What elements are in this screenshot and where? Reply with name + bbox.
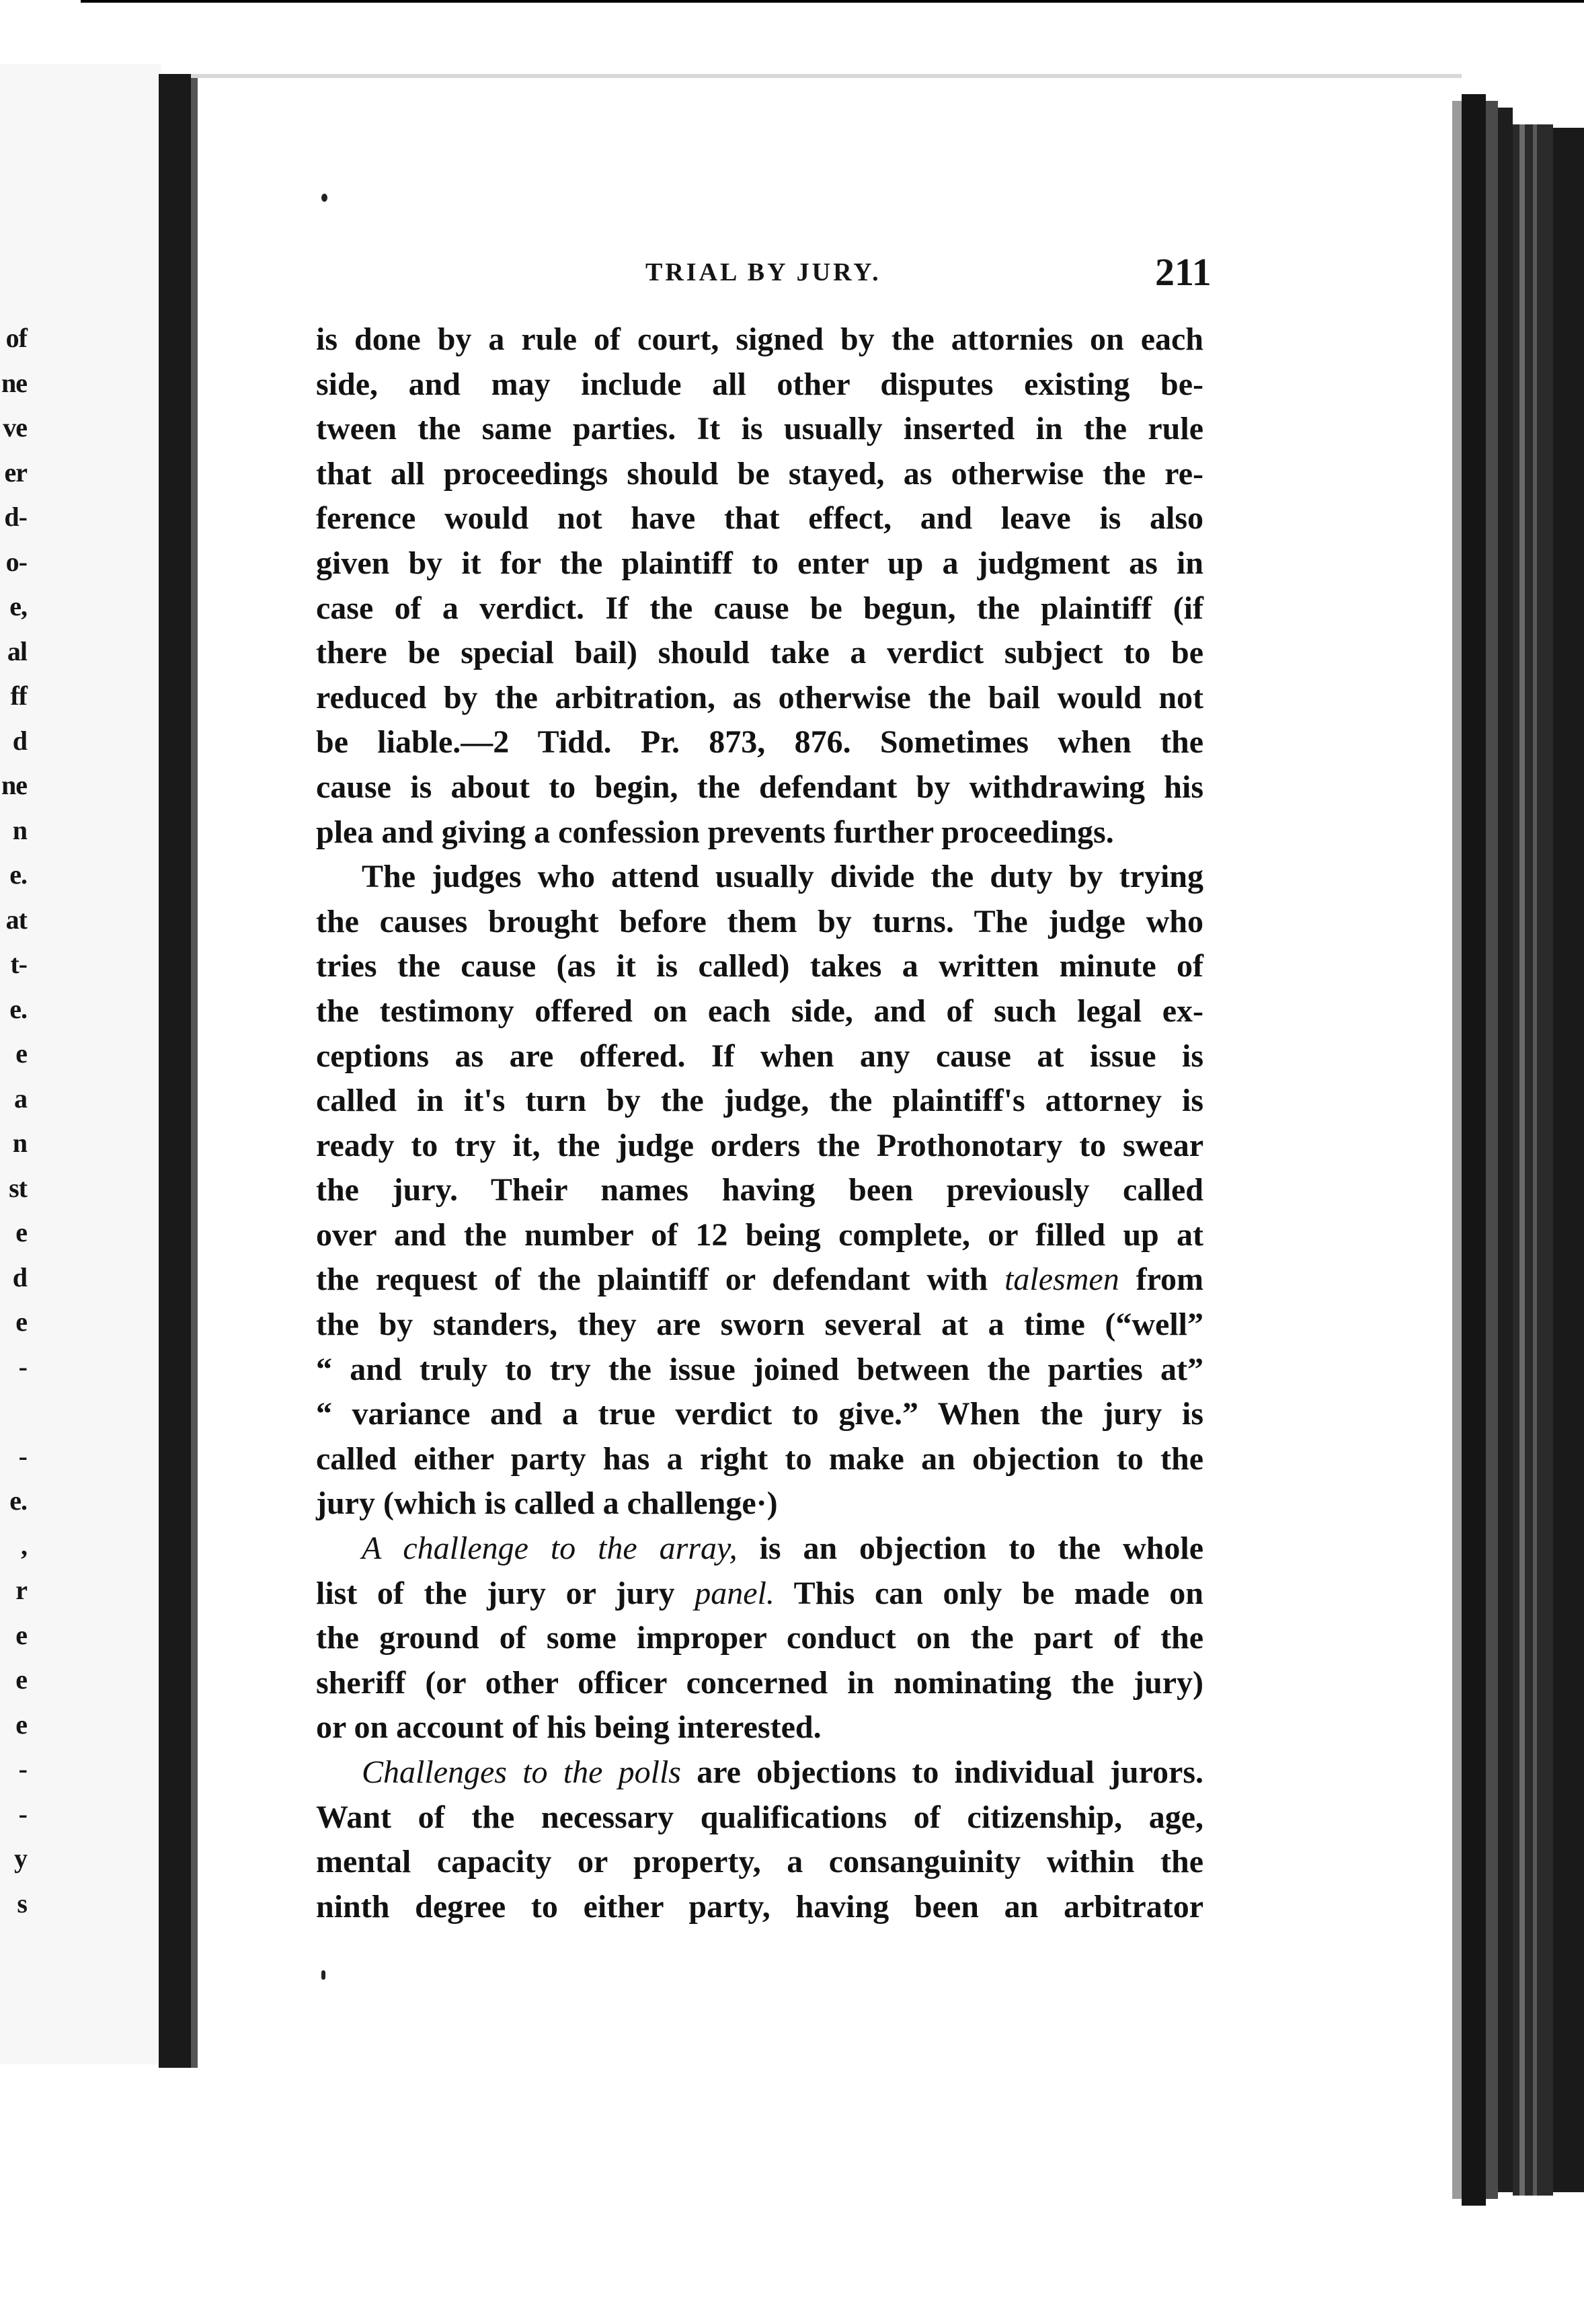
text-line: Want of the necessary qualifications of citizenship, age, bbox=[316, 1799, 1203, 1835]
facing-line: d bbox=[12, 725, 27, 756]
facing-line: e. bbox=[9, 993, 27, 1024]
text-line: ninth degree to either party, having been an arbitrator bbox=[316, 1888, 1203, 1925]
text-run: This can only be made on bbox=[793, 1575, 1204, 1611]
text-line: “ variance and a true verdict to give.” When the jury is bbox=[316, 1396, 1203, 1432]
facing-line: - bbox=[18, 1440, 27, 1471]
text-line: ference would not have that effect, and leave is also bbox=[316, 500, 1203, 537]
facing-line bbox=[0, 1389, 27, 1434]
facing-line: e bbox=[15, 1664, 27, 1695]
text-line: cause is about to begin, the defendant by withdrawing his bbox=[316, 769, 1203, 805]
text-line: The judges who attend usually divide the duty by trying bbox=[362, 859, 1203, 895]
facing-line: st bbox=[9, 1172, 27, 1203]
text-line: mental capacity or property, a consanguinity within the bbox=[316, 1844, 1203, 1880]
text-run: list of the jury or jury bbox=[316, 1575, 675, 1611]
facing-line: er bbox=[4, 457, 27, 488]
facing-page-fragments bbox=[0, 316, 27, 1926]
text-line: side, and may include all other disputes existing be- bbox=[316, 366, 1203, 402]
text-line: tween the same parties. It is usually inserted in the rule bbox=[316, 411, 1203, 447]
facing-line: - bbox=[18, 1754, 27, 1784]
text-run: are objections to individual jurors. bbox=[697, 1754, 1203, 1790]
facing-line: e bbox=[15, 1217, 27, 1247]
facing-line: e, bbox=[9, 591, 27, 621]
text-run: the request of the plaintiff or defendant with bbox=[316, 1262, 988, 1298]
text-line: called in it's turn by the judge, the plaintiff's attorney is bbox=[316, 1083, 1203, 1119]
text-line: reduced by the arbitration, as otherwise the bail would not bbox=[316, 679, 1203, 715]
text-line bbox=[316, 1257, 1203, 1303]
text-run: is an objection to the whole bbox=[759, 1531, 1204, 1567]
facing-line: e bbox=[15, 1307, 27, 1337]
text-line bbox=[316, 1572, 1203, 1617]
italic-term: Challenges to the polls bbox=[362, 1754, 681, 1790]
facing-line: ve bbox=[3, 412, 27, 442]
facing-line: e bbox=[15, 1709, 27, 1740]
running-head: TRIAL BY JURY. bbox=[645, 258, 881, 286]
text-line: over and the number of 12 being complete, or filled up at bbox=[316, 1216, 1203, 1253]
text-line: plea and giving a confession prevents further proceedings. bbox=[316, 814, 1114, 850]
facing-line: at bbox=[5, 904, 27, 935]
facing-line: al bbox=[7, 635, 27, 666]
text-line bbox=[316, 1526, 1203, 1572]
text-line: called either party has a right to make an objection to the bbox=[316, 1440, 1203, 1477]
italic-term: talesmen bbox=[1004, 1262, 1119, 1298]
facing-line: e bbox=[15, 1619, 27, 1650]
text-line: the ground of some improper conduct on the part of the bbox=[316, 1620, 1203, 1656]
facing-line: n bbox=[12, 1128, 27, 1158]
text-line: jury (which is called a challenge·) bbox=[316, 1485, 778, 1522]
facing-line: , bbox=[21, 1530, 27, 1561]
text-line: “ and truly to try the issue joined between the parties at” bbox=[316, 1351, 1203, 1387]
facing-line: d- bbox=[4, 502, 27, 532]
facing-line: r bbox=[15, 1575, 27, 1605]
facing-line: a bbox=[14, 1083, 27, 1114]
text-line: there be special bail) should take a verdict subject to be bbox=[316, 635, 1203, 671]
facing-line: e bbox=[15, 1038, 27, 1069]
facing-line: s bbox=[17, 1888, 27, 1919]
text-run: from bbox=[1136, 1262, 1204, 1298]
text-line: given by it for the plaintiff to enter up a judgment as in bbox=[316, 545, 1203, 581]
text-line: tries the cause (as it is called) takes a written minute of bbox=[316, 948, 1203, 984]
text-line: or on account of his being interested. bbox=[316, 1709, 822, 1746]
text-line: that all proceedings should be stayed, as otherwise the re- bbox=[316, 455, 1203, 492]
facing-line: e. bbox=[9, 859, 27, 890]
facing-line: ne bbox=[1, 770, 27, 800]
body-text bbox=[316, 317, 1203, 1929]
text-line: ready to try it, the judge orders the Prothonotary to swear bbox=[316, 1127, 1203, 1163]
page-number: 211 bbox=[1155, 250, 1212, 294]
text-line: ceptions as are offered. If when any cause at issue is bbox=[316, 1038, 1203, 1074]
facing-line: ne bbox=[1, 367, 27, 398]
facing-line: e. bbox=[9, 1485, 27, 1516]
facing-line: of bbox=[5, 323, 27, 353]
facing-line: - bbox=[18, 1798, 27, 1829]
facing-line: n bbox=[12, 814, 27, 845]
text-line bbox=[316, 1750, 1203, 1795]
ink-speck bbox=[321, 1970, 325, 1980]
text-line: is done by a rule of court, signed by the attornies on each bbox=[316, 321, 1203, 357]
ink-speck bbox=[321, 194, 327, 202]
text-line: the causes brought before them by turns. The judge who bbox=[316, 903, 1203, 939]
facing-line: t- bbox=[10, 949, 27, 979]
italic-term: A challenge to the array, bbox=[362, 1531, 738, 1567]
facing-line: ff bbox=[10, 681, 27, 711]
italic-term: panel. bbox=[695, 1575, 775, 1611]
text-line: the testimony offered on each side, and of such legal ex- bbox=[316, 993, 1203, 1029]
facing-line: - bbox=[18, 1351, 27, 1382]
facing-line: o- bbox=[5, 546, 27, 577]
facing-line: y bbox=[14, 1843, 27, 1873]
text-line: case of a verdict. If the cause be begun, the plaintiff (if bbox=[316, 590, 1203, 626]
text-line: the by standers, they are sworn several at a time (“well” bbox=[316, 1307, 1203, 1343]
text-line: the jury. Their names having been previously called bbox=[316, 1172, 1203, 1208]
text-line: be liable.—2 Tidd. Pr. 873, 876. Sometimes when the bbox=[316, 724, 1203, 761]
text-line: sheriff (or other officer concerned in nominating the jury) bbox=[316, 1664, 1203, 1701]
facing-line: d bbox=[12, 1262, 27, 1292]
